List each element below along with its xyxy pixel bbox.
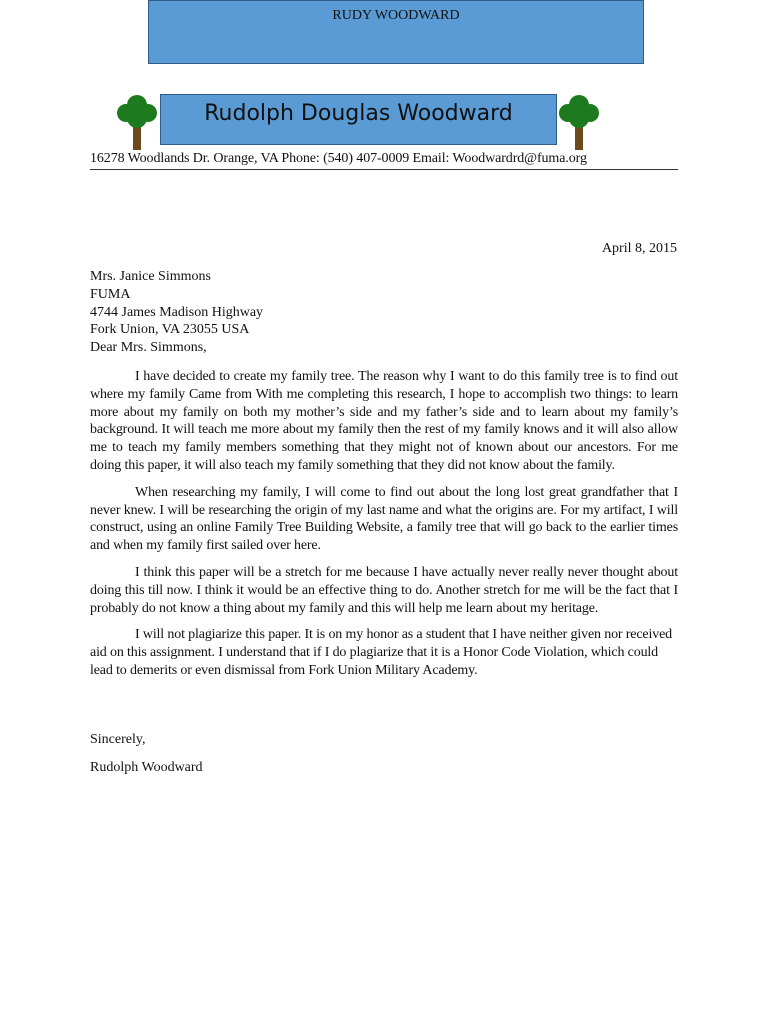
body-paragraph: I have decided to create my family tree. The reason why I want to do this family tree is to find out where my family Came from With me completing this research, I hope to accomplish two things: to learn more about my family on both my mother’s side and my father’s side and to learn about my family’s background. It will teach me more about my family then the rest of my family knows and it will also allow me to teach my family members something that they might not of known about our ancestors. For me doing this paper, it will also teach my family something that they did not know about the family. (90, 369, 678, 473)
salutation: Dear Mrs. Simmons, (90, 340, 207, 356)
recipient-city: Fork Union, VA 23055 USA (90, 322, 250, 338)
recipient-address (90, 268, 263, 357)
body-paragraph: I think this paper will be a stretch for me because I have actually never really never thought about doing this till now. I think it would be an effective thing to do. Another stretch for me will be the fact that I probably do not know a thing about my family and this will help me learn about my heritage. (90, 564, 678, 616)
tree-icon (115, 94, 159, 150)
closing: Sincerely, (90, 732, 146, 747)
header-label: RUDY WOODWARD (332, 8, 460, 23)
letter-date: April 8, 2015 (601, 241, 677, 256)
recipient-name: Mrs. Janice Simmons (90, 269, 211, 284)
full-name: Rudolph Douglas Woodward (204, 101, 513, 126)
contact-line: 16278 Woodlands Dr. Orange, VA Phone: (540) 407-0009 Email: Woodwardrd@fuma.org (90, 150, 678, 170)
recipient-org: FUMA (90, 286, 131, 302)
recipient-street: 4744 James Madison Highway (90, 304, 264, 320)
body-paragraph: When researching my family, I will come to find out about the long lost great grandfather that I never knew. I will be researching the origin of my last name and what the origins are. For my artifact, I will construct, using an online Family Tree Building Website, a family tree that will go back to the earlier times and when my family first sailed over here. (90, 484, 678, 554)
tree-icon (557, 94, 601, 150)
name-banner (160, 94, 557, 145)
letter-body (90, 368, 678, 689)
signature: Rudolph Woodward (90, 760, 203, 775)
body-paragraph: I will not plagiarize this paper. It is on my honor as a student that I have neither given nor received aid on this assignment. I understand that if I do plagiarize that it is a Honor Code Violation, which could lead to demerits or even dismissal from Fork Union Military Academy. (90, 627, 672, 678)
header-label-box (148, 0, 644, 64)
